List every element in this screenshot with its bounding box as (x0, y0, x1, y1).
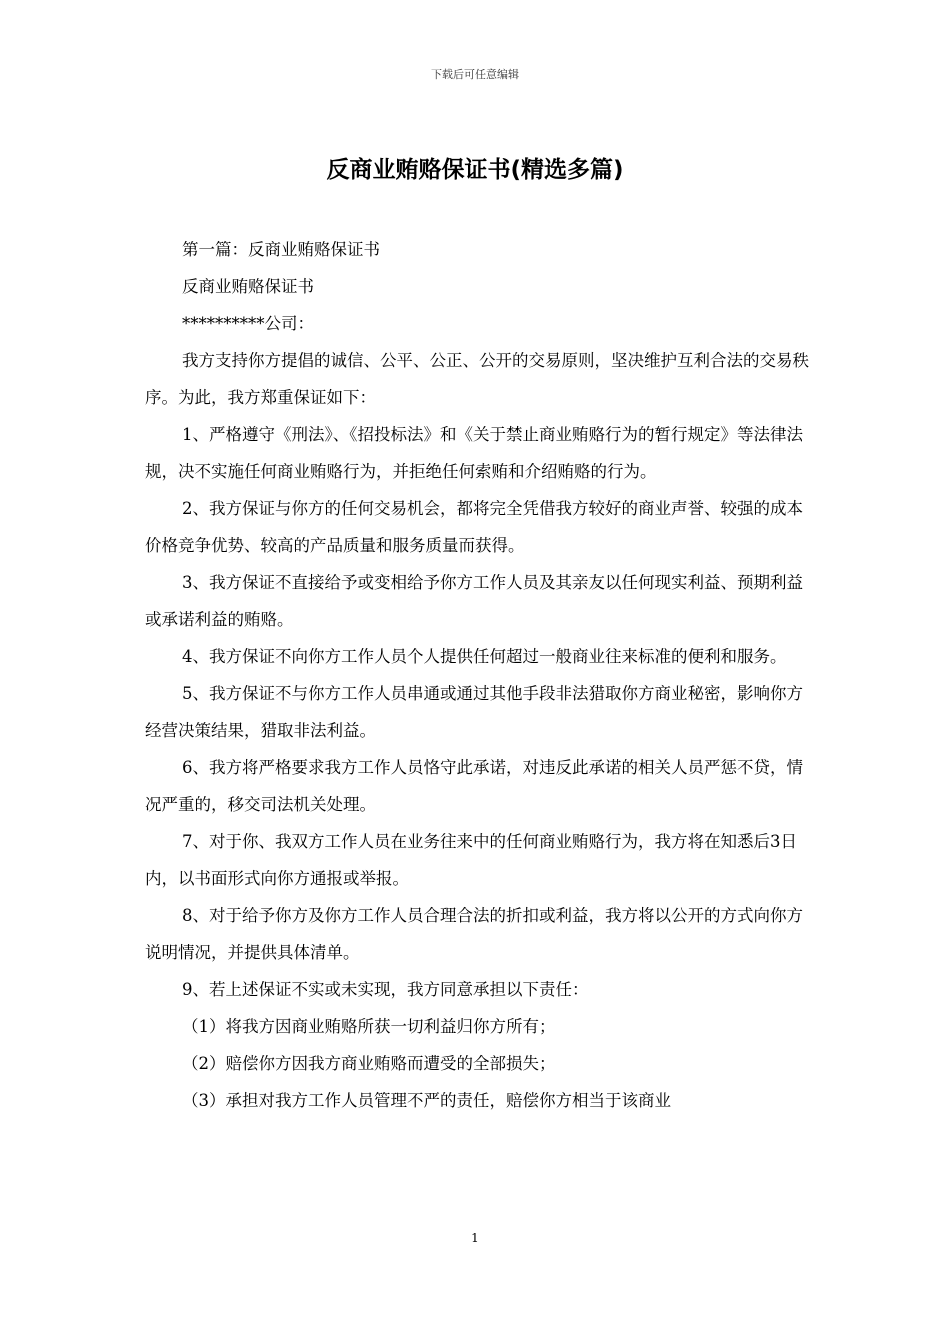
header-note: 下载后可任意编辑 (431, 68, 519, 81)
salutation: **********公司： (182, 314, 314, 333)
clause-6: 6、我方将严格要求我方工作人员恪守此承诺，对违反此承诺的相关人员严惩不贷，情况严重的，移交司法机关处理。 (145, 758, 803, 814)
subtitle: 反商业贿赂保证书 (182, 277, 314, 296)
clause-7: 7、对于你、我双方工作人员在业务往来中的任何商业贿赂行为，我方将在知悉后3日内，以书面形式向你方通报或举报。 (145, 832, 797, 888)
section-heading: 第一篇：反商业贿赂保证书 (182, 240, 380, 259)
document-title: 反商业贿赂保证书(精选多篇) (326, 157, 624, 183)
clause-4: 4、我方保证不向你方工作人员个人提供任何超过一般商业往来标准的便利和服务。 (182, 647, 787, 666)
clause-1: 1、严格遵守《刑法》、《招投标法》和《关于禁止商业贿赂行为的暂行规定》等法律法规，决不实施任何商业贿赂行为，并拒绝任何索贿和介绍贿赂的行为。 (145, 425, 803, 481)
clause-8: 8、对于给予你方及你方工作人员合理合法的折扣或利益，我方将以公开的方式向你方说明情况，并提供具体清单。 (145, 906, 803, 962)
liability-item-2: （2）赔偿你方因我方商业贿赂而遭受的全部损失； (182, 1054, 556, 1073)
document-body (145, 231, 810, 1119)
clause-2: 2、我方保证与你方的任何交易机会，都将完全凭借我方较好的商业声誉、较强的成本价格竞争优势、较高的产品质量和服务质量而获得。 (145, 499, 803, 555)
page-number: 1 (471, 1231, 479, 1245)
liability-item-3: （3）承担对我方工作人员管理不严的责任，赔偿你方相当于该商业 (182, 1091, 671, 1110)
liability-item-1: （1）将我方因商业贿赂所获一切利益归你方所有； (182, 1017, 556, 1036)
clause-3: 3、我方保证不直接给予或变相给予你方工作人员及其亲友以任何现实利益、预期利益或承诺利益的贿赂。 (145, 573, 803, 629)
clause-9: 9、若上述保证不实或未实现，我方同意承担以下责任： (182, 980, 589, 999)
clause-5: 5、我方保证不与你方工作人员串通或通过其他手段非法猎取你方商业秘密，影响你方经营决策结果，猎取非法利益。 (145, 684, 803, 740)
paragraph-intro: 我方支持你方提倡的诚信、公平、公正、公开的交易原则，坚决维护互利合法的交易秩序。为此，我方郑重保证如下： (145, 351, 809, 407)
